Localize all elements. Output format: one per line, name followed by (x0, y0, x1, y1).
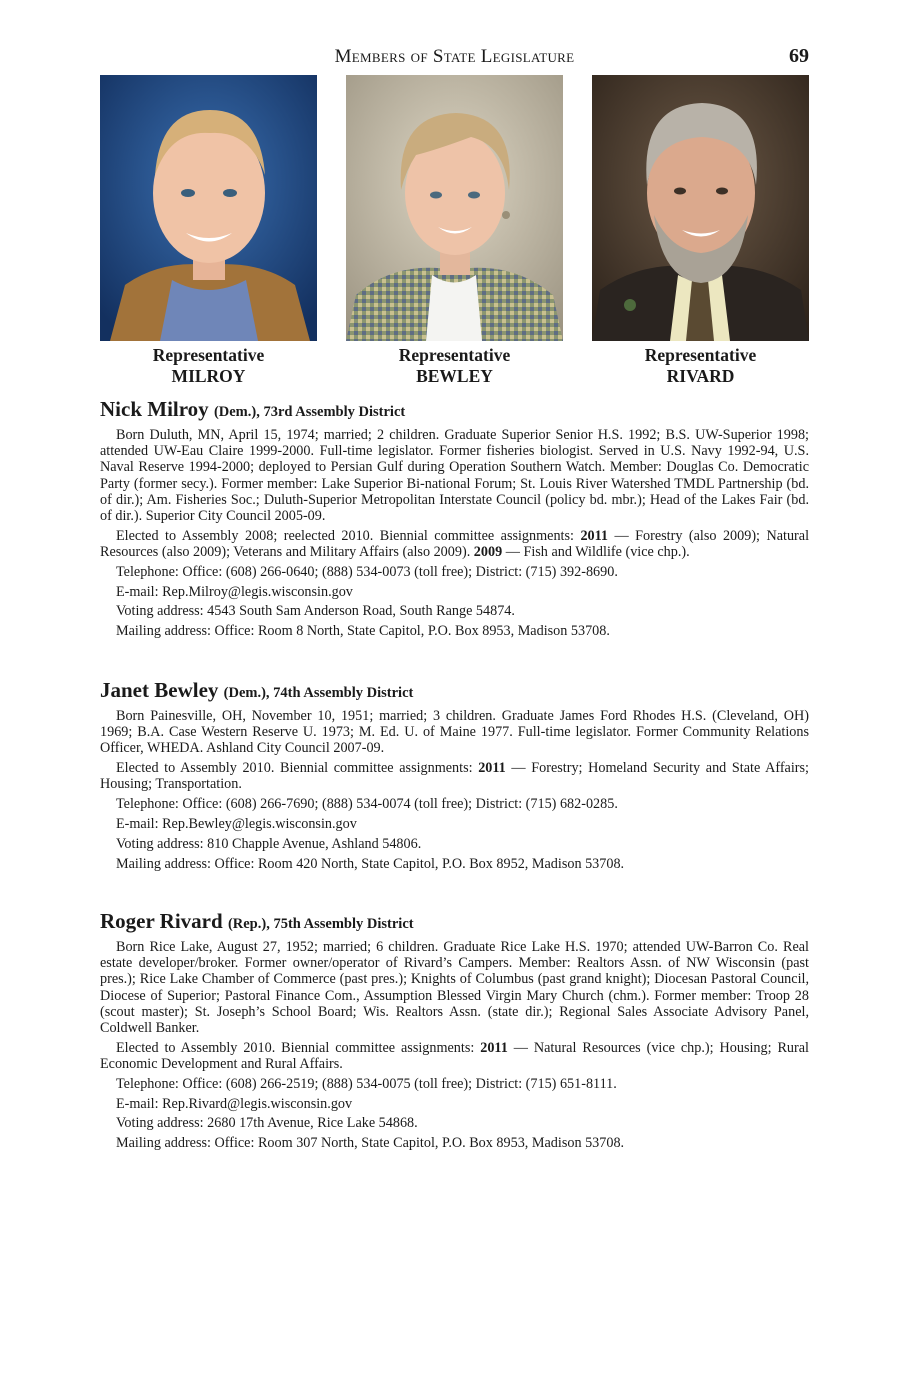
photo-rivard (592, 75, 809, 387)
member-affiliation: (Rep.), 75th Assembly District (227, 916, 414, 932)
member-email: E-mail: Rep.Rivard@legis.wisconsin.gov (116, 1095, 353, 1112)
member-name: Janet Bewley (100, 678, 219, 702)
member-affiliation: (Dem.), 74th Assembly District (223, 685, 414, 701)
member-heading (100, 678, 809, 705)
caption-name: RIVARD (666, 366, 735, 386)
caption-name: BEWLEY (416, 366, 493, 386)
elected-text: Elected to Assembly 2010. Biennial committee assignments: (116, 760, 479, 777)
member-affiliation: (Dem.), 73rd Assembly District (213, 404, 406, 420)
assignment-text: — Forestry; Homeland Security and State Affairs; Housing; Transportation. (100, 760, 809, 793)
member-email: E-mail: Rep.Bewley@legis.wisconsin.gov (116, 816, 357, 832)
elected-text: Elected to Assembly 2008; reelected 2010. Biennial committee assignments: (116, 527, 581, 544)
caption-label: Representative (398, 345, 511, 365)
bio-bewley (100, 678, 809, 875)
assignment-year: 2011 (480, 1039, 508, 1056)
assignment-text: — Natural Resources (vice chp.); Housing; Rural Economic Development and Rural Affairs. (100, 1039, 809, 1073)
member-email: E-mail: Rep.Milroy@legis.wisconsin.gov (116, 583, 353, 600)
member-telephone: Telephone: Office: (608) 266-0640; (888) 534-0073 (toll free); District: (715) 392-8690. (116, 563, 618, 580)
caption-name: MILROY (171, 366, 246, 386)
member-voting-address: Voting address: 810 Chapple Avenue, Ashland 54806. (116, 835, 422, 852)
assignment-year: 2011 (580, 527, 609, 544)
rivard-portrait-image (592, 75, 809, 341)
bio-rivard (100, 909, 809, 1155)
member-bio: Born Duluth, MN, April 15, 1974; married; 2 children. Graduate Superior Senior H.S. 1992; B.S. UW-Superior 1998; attended UW-Eau Claire 1999-2000. Full-time legislator. Former fisheries biologist. Served in U.S. Navy 1992-94, U.S. Naval Reserve 1994-2000; deployed to Persian Gulf during Operation Southern Watch. Member: Douglas Co. Democratic Party (former secy.). Former member: Lake Superior Bi-national Forum; St. Louis River Watershed TMDL Partnership (bd. of dir.); Am. Fisheries Soc.; Duluth-Superior Metropolitan Interstate Council (policy bd. mbr.); Head of the Lakes Fair (bd. of dir.). Superior City Council 2005-09. (100, 427, 809, 525)
assignment-text: — Forestry (also 2009); Natural Resources (also 2009); Veterans and Military Affairs (also 2009). (100, 527, 810, 561)
member-heading (100, 909, 809, 936)
running-title: Members of State Legislature (334, 46, 575, 67)
caption-bewley (346, 345, 563, 387)
page-number: 69 (789, 45, 809, 67)
member-bio: Born Painesville, OH, November 10, 1951; married; 3 children. Graduate James Ford Rhodes H.S. (Cleveland, OH) 1969; B.A. Case Western Reserve U. 1973; M. Ed. U. of Maine 1977. Full-time legislator. Former Community Relations Officer, WHEDA. Ashland City Council 2007-09. (100, 708, 809, 757)
assignment-text: — Fish and Wildlife (vice chp.). (502, 544, 690, 561)
member-voting-address: Voting address: 2680 17th Avenue, Rice Lake 54868. (116, 1115, 418, 1132)
bewley-portrait-image (346, 75, 563, 341)
member-bio: Born Rice Lake, August 27, 1952; married; 6 children. Graduate Rice Lake H.S. 1970; attended UW-Barron Co. Real estate developer/broker. Former owner/operator of Rivard’s Campers. Member: Realtors Assn. of NW Wisconsin (past pres.); Rice Lake Chamber of Commerce (past pres.); Knights of Columbus (past grand knight); Diocesan Pastoral Council, Diocese of Superior; Pastoral Finance Com., Assumption Blessed Virgin Mary Church (chm.). Former member: Troop 28 (scout master); St. Joseph’s School Board; Wis. Realtors Assn. (state dir.); Regional Sales Associate Advisory Panel, Coldwell Banker. (100, 939, 809, 1037)
caption-rivard (592, 345, 809, 387)
member-voting-address: Voting address: 4543 South Sam Anderson Road, South Range 54874. (116, 603, 515, 620)
photo-row (100, 75, 809, 387)
member-mailing-address: Mailing address: Office: Room 307 North, State Capitol, P.O. Box 8953, Madison 53708. (116, 1135, 625, 1152)
assignment-year: 2011 (478, 760, 506, 777)
member-name: Nick Milroy (100, 397, 209, 421)
member-assignments (100, 1040, 809, 1072)
elected-text: Elected to Assembly 2010. Biennial committee assignments: (116, 1039, 481, 1056)
photo-bewley (346, 75, 563, 387)
member-mailing-address: Mailing address: Office: Room 8 North, State Capitol, P.O. Box 8953, Madison 53708. (116, 623, 610, 640)
member-telephone: Telephone: Office: (608) 266-7690; (888) 534-0074 (toll free); District: (715) 682-0285. (116, 796, 618, 813)
caption-label: Representative (152, 345, 265, 365)
member-assignments (100, 760, 809, 792)
member-name: Roger Rivard (100, 909, 223, 933)
caption-label: Representative (644, 345, 757, 365)
member-heading (100, 397, 809, 424)
bio-milroy (100, 397, 809, 643)
running-head (100, 46, 809, 70)
photo-milroy (100, 75, 317, 387)
member-assignments (100, 528, 809, 560)
member-mailing-address: Mailing address: Office: Room 420 North, State Capitol, P.O. Box 8952, Madison 53708. (116, 855, 625, 872)
assignment-year: 2009 (473, 544, 503, 561)
caption-milroy (100, 345, 317, 387)
member-telephone: Telephone: Office: (608) 266-2519; (888) 534-0075 (toll free); District: (715) 651-8111. (116, 1075, 617, 1092)
milroy-portrait-image (100, 75, 317, 341)
